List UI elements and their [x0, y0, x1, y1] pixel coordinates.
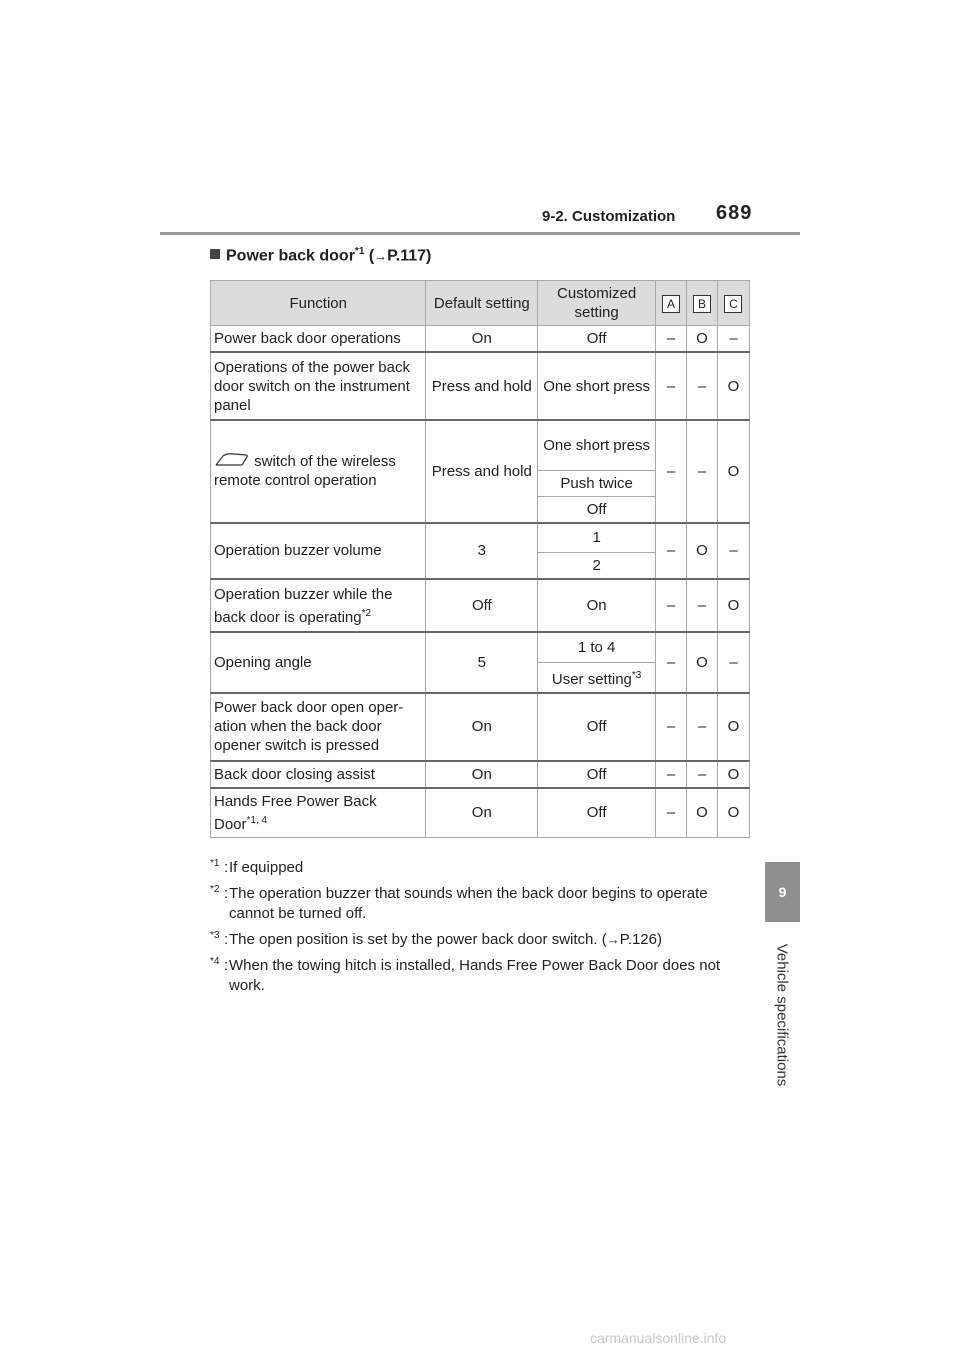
footnote: *2 : The operation buzzer that sounds when the back door begins to operate cannot be turned off.	[210, 884, 708, 922]
section-name: 9-2. Customization	[542, 208, 676, 225]
arrow-right-icon: →	[606, 932, 620, 947]
customization-table	[210, 280, 750, 838]
chapter-tab: 9	[765, 862, 800, 922]
table-header-row	[211, 281, 750, 326]
table-row: Operation buzzer while the back door is operating$^{*2}$ Off On – – O	[211, 579, 750, 632]
table-row: Operation buzzer volume 3 1 – O –	[211, 523, 750, 553]
footnotes	[210, 858, 755, 1002]
table-subrow: Push twice	[211, 470, 750, 496]
table-subrow: User setting$^{*3}$	[211, 662, 750, 693]
table-subrow: 2	[211, 553, 750, 580]
table-row: switch of the wireless remote control operation Press and hold One short press – – O	[211, 420, 750, 470]
col-function: Function	[211, 281, 426, 326]
footnote: *1 : If equipped	[210, 858, 304, 876]
header-rule	[160, 232, 800, 235]
col-default: Default setting	[426, 281, 538, 326]
col-c: C	[717, 281, 749, 326]
section-title: Power back door$^{*1}$ (→P.117)	[210, 246, 431, 265]
table-subrow: Off	[211, 496, 750, 523]
table-row: Power back door operations On Off – O –	[211, 326, 750, 353]
table-row: Hands Free Power Back Door$^{*1, 4}$ On Off – O O	[211, 788, 750, 838]
table-row: Power back door open oper- ation when the back door opener switch is pressed On Off – – O	[211, 693, 750, 761]
arrow-right-icon: →	[374, 248, 388, 264]
chapter-label: Vehicle specifications	[773, 943, 791, 1087]
table-row: Operations of the power back door switch on the instrument panel Press and hold One short press – – O	[211, 352, 750, 420]
table-row: Back door closing assist On Off – – O	[211, 761, 750, 788]
col-b: B	[687, 281, 718, 326]
watermark: carmanualsonline.info	[590, 1330, 727, 1346]
footnote: *4 : When the towing hitch is installed, Hands Free Power Back Door does not work.	[210, 956, 721, 994]
square-bullet-icon	[210, 249, 220, 259]
page-number: 689	[716, 202, 753, 224]
back-door-icon	[214, 452, 250, 468]
col-a: A	[656, 281, 687, 326]
col-customized: Customized setting	[538, 281, 656, 326]
footnote: *3 : The open position is set by the power back door switch. (→P.126)	[210, 930, 662, 948]
table-row: Opening angle 5 1 to 4 – O –	[211, 632, 750, 662]
